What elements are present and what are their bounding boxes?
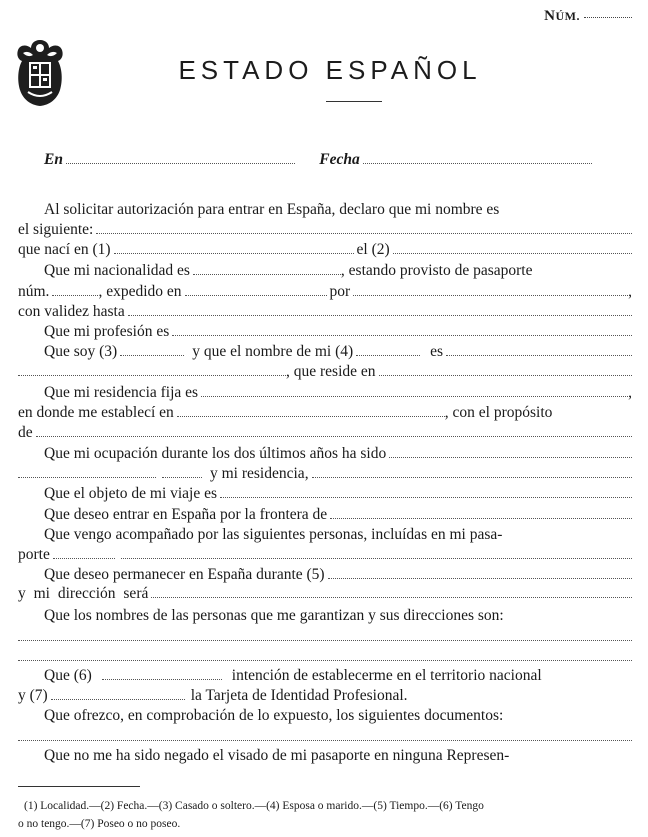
- place-field[interactable]: [66, 150, 295, 164]
- form-line: [18, 423, 632, 443]
- birthplace-field[interactable]: [114, 240, 354, 254]
- form-line: [18, 362, 632, 382]
- form-line: [44, 666, 632, 686]
- form-line: [18, 727, 632, 747]
- en-label: En: [44, 151, 63, 168]
- form-line: [18, 240, 632, 260]
- form-line: [44, 746, 632, 766]
- form-line: [44, 261, 632, 281]
- occupation-field[interactable]: [389, 444, 632, 458]
- form-line: [18, 627, 632, 647]
- form-text: con validez hasta: [18, 303, 125, 320]
- passport-number-field[interactable]: [52, 282, 98, 296]
- form-line: [44, 322, 632, 342]
- form-text: Que mi residencia fija es: [44, 384, 199, 401]
- form-text: el siguiente:: [18, 221, 94, 238]
- companions-field-2[interactable]: [121, 545, 632, 559]
- form-line: [18, 220, 632, 240]
- previous-residence-field[interactable]: [312, 464, 632, 478]
- form-line: [18, 686, 632, 706]
- address-field[interactable]: [151, 584, 632, 598]
- page-title: ESTADO ESPAÑOL: [178, 55, 482, 85]
- form-line: [18, 545, 632, 565]
- form-line: [44, 444, 632, 464]
- form-line: [44, 706, 632, 726]
- name-field[interactable]: [96, 220, 632, 234]
- documents-field[interactable]: [18, 727, 632, 741]
- form-line: [18, 302, 632, 322]
- form-text: , que reside en: [286, 363, 376, 380]
- trip-purpose-field[interactable]: [220, 484, 632, 498]
- form-text: Que (6): [44, 667, 92, 684]
- form-text: que nací en (1): [18, 241, 111, 258]
- occupation-continued-field-2[interactable]: [162, 464, 202, 478]
- established-date-field[interactable]: [177, 403, 445, 417]
- nationality-field[interactable]: [193, 261, 341, 275]
- form-text: Que ofrezco, en comprobación de lo expuesto, los siguientes documentos:: [44, 707, 504, 724]
- footnote-divider: [18, 786, 140, 787]
- permanent-residence-field[interactable]: [201, 383, 628, 397]
- issued-in-field[interactable]: [185, 282, 327, 296]
- valid-until-field[interactable]: [128, 302, 632, 316]
- form-line: [18, 647, 632, 667]
- form-text: Al solicitar autorización para entrar en España, declaro que mi nombre es: [44, 201, 500, 218]
- document-number: [544, 8, 632, 25]
- guarantors-field-2[interactable]: [18, 647, 632, 661]
- form-text: Que vengo acompañado por las siguientes personas, incluídas en mi pasa-: [44, 526, 503, 543]
- form-text: y que el nombre de mi (4): [192, 343, 354, 360]
- form-text: Que mi ocupación durante los dos últimos años ha sido: [44, 445, 387, 462]
- stay-duration-field[interactable]: [328, 565, 632, 579]
- form-line: [44, 525, 632, 545]
- form-text: y mi residencia,: [210, 465, 309, 482]
- form-line: [18, 403, 632, 423]
- form-text: núm.: [18, 283, 50, 300]
- form-text: Que soy (3): [44, 343, 118, 360]
- border-crossing-field[interactable]: [330, 505, 632, 519]
- date-field[interactable]: [363, 150, 592, 164]
- form-text: y mi dirección será: [18, 585, 149, 602]
- spouse-residence-field[interactable]: [379, 362, 632, 376]
- occupation-continued-field[interactable]: [18, 464, 156, 478]
- profession-field[interactable]: [172, 322, 632, 336]
- form-text: Que deseo permanecer en España durante (5): [44, 566, 325, 583]
- form-text: , expedido en: [98, 283, 182, 300]
- issued-by-field[interactable]: [353, 282, 628, 296]
- form-line: [44, 342, 632, 362]
- footnote-line: (1) Localidad.—(2) Fecha.—(3) Casado o soltero.—(4) Esposa o marido.—(5) Tiempo.—(6) Tengo: [24, 800, 484, 812]
- form-line: [44, 606, 632, 626]
- form-text: y (7): [18, 687, 48, 704]
- guarantors-field-1[interactable]: [18, 627, 632, 641]
- form-text: porte: [18, 546, 50, 563]
- form-text: , con el propósito: [444, 404, 553, 421]
- form-line: [44, 505, 632, 525]
- form-line: [18, 464, 632, 484]
- form-text: Que deseo entrar en España por la frontera de: [44, 506, 328, 523]
- form-text: el (2): [356, 241, 390, 258]
- form-text: de: [18, 424, 33, 441]
- num-label: NÚM.: [544, 8, 580, 24]
- form-line: [44, 484, 632, 504]
- fecha-label: Fecha: [319, 151, 360, 168]
- form-text: en donde me establecí en: [18, 404, 174, 421]
- form-text: Que mi profesión es: [44, 323, 170, 340]
- form-line: [44, 565, 632, 585]
- form-text: es: [430, 343, 444, 360]
- form-text: Que mi nacionalidad es: [44, 262, 190, 279]
- form-line: [44, 383, 632, 403]
- form-text: , estando provisto de pasaporte: [340, 262, 533, 279]
- form-text: ,: [628, 384, 632, 401]
- form-line: [18, 282, 632, 302]
- num-field[interactable]: [584, 17, 632, 18]
- marital-status-field[interactable]: [120, 342, 184, 356]
- birthdate-field[interactable]: [393, 240, 632, 254]
- form-line: [18, 584, 632, 604]
- spouse-type-field[interactable]: [356, 342, 420, 356]
- footnote-line: o no tengo.—(7) Poseo o no poseo.: [18, 818, 181, 830]
- form-line: [44, 200, 632, 220]
- companions-field[interactable]: [53, 545, 115, 559]
- form-text: Que no me ha sido negado el visado de mi pasaporte en ninguna Represen-: [44, 747, 510, 764]
- form-text: Que el objeto de mi viaje es: [44, 485, 218, 502]
- spouse-name-field[interactable]: [446, 342, 632, 356]
- form-text: Que los nombres de las personas que me garantizan y sus direcciones son:: [44, 607, 504, 624]
- form-text: por: [329, 283, 351, 300]
- form-text: intención de establecerme en el territorio nacional: [231, 667, 542, 684]
- purpose-field[interactable]: [36, 423, 632, 437]
- place-date-row: [44, 150, 634, 170]
- spouse-name-continued-field[interactable]: [18, 362, 286, 376]
- form-text: ,: [628, 283, 632, 300]
- form-text: la Tarjeta de Identidad Profesional.: [190, 687, 408, 704]
- id-card-field[interactable]: [51, 686, 185, 700]
- intention-field[interactable]: [102, 666, 222, 680]
- title-divider: [326, 101, 382, 102]
